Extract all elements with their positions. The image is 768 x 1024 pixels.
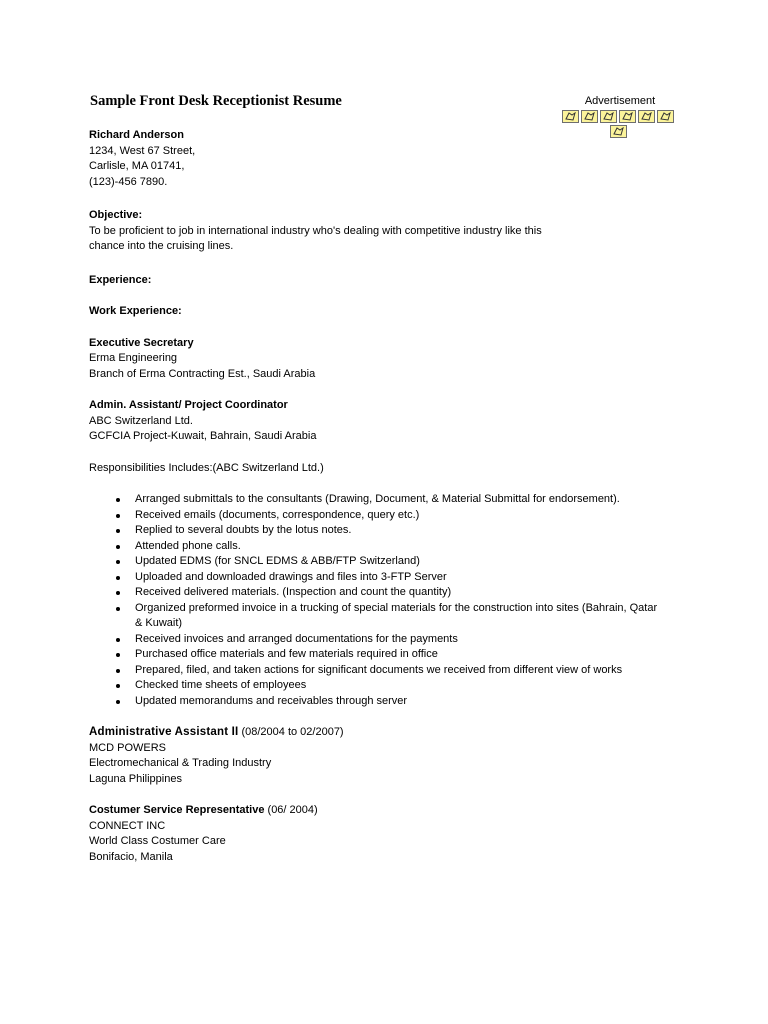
job-company: Erma Engineering xyxy=(89,352,178,364)
list-item: Organized preformed invoice in a trucking of special materials for the construction into sites (Bahrain, Qatar xyxy=(89,601,689,617)
list-item: Checked time sheets of employees xyxy=(89,678,689,694)
admin-assistant-dates: (08/2004 to 02/2007) xyxy=(238,726,344,738)
responsibilities-label: Responsibilities Includes:(ABC Switzerland Ltd.) xyxy=(89,461,324,474)
objective-text-line2: chance into the cruising lines. xyxy=(89,240,234,252)
job-company: ABC Switzerland Ltd. xyxy=(89,414,193,427)
responsibilities-list xyxy=(89,492,689,709)
broken-image-icon[interactable] xyxy=(638,110,655,123)
objective-text-line1: To be proficient to job in international industry who's dealing with competitive industry like this xyxy=(89,224,542,237)
admin-assistant-company: MCD POWERS xyxy=(89,741,166,754)
list-item: Attended phone calls. xyxy=(89,539,689,555)
customer-service-company: CONNECT INC xyxy=(89,819,166,832)
broken-image-icon[interactable] xyxy=(600,110,617,123)
contact-address-line2: Carlisle, MA 01741, xyxy=(89,160,185,172)
list-item: Updated memorandums and receivables through server xyxy=(89,694,689,710)
customer-service-dept: World Class Costumer Care xyxy=(89,835,226,847)
job-location: GCFCIA Project-Kuwait, Bahrain, Saudi Arabia xyxy=(89,430,317,442)
broken-image-icon[interactable] xyxy=(657,110,674,123)
contact-phone: (123)-456 7890. xyxy=(89,175,168,188)
work-experience-heading: Work Experience: xyxy=(89,305,182,317)
advertisement-label: Advertisement xyxy=(584,95,656,107)
admin-assistant-location: Laguna Philippines xyxy=(89,772,182,785)
list-item: Received emails (documents, correspondence, query etc.) xyxy=(89,508,689,524)
job-title: Executive Secretary xyxy=(89,336,194,349)
admin-assistant-heading xyxy=(89,725,689,741)
contact-name: Richard Anderson xyxy=(89,129,184,141)
list-item: Received invoices and arranged documentations for the payments xyxy=(89,632,689,648)
admin-assistant-industry: Electromechanical & Trading Industry xyxy=(89,757,272,769)
advertisement-icons-row xyxy=(560,110,678,123)
list-item: Replied to several doubts by the lotus notes. xyxy=(89,523,689,539)
customer-service-dates: (06/ 2004) xyxy=(264,804,318,816)
customer-service-heading xyxy=(89,803,689,819)
list-item: Purchased office materials and few materials required in office xyxy=(89,647,689,663)
list-item: Arranged submittals to the consultants (Drawing, Document, & Material Submittal for endorsement). xyxy=(89,492,689,508)
admin-assistant-title: Administrative Assistant II xyxy=(89,726,239,738)
customer-service-location: Bonifacio, Manila xyxy=(89,850,173,863)
job-title: Admin. Assistant/ Project Coordinator xyxy=(89,399,288,411)
page-title: Sample Front Desk Receptionist Resume xyxy=(90,93,342,109)
resume-content xyxy=(89,128,689,865)
list-item: Prepared, filed, and taken actions for significant documents we received from different view of works xyxy=(89,663,689,679)
broken-image-icon[interactable] xyxy=(619,110,636,123)
broken-image-icon[interactable] xyxy=(581,110,598,123)
list-item: Received delivered materials. (Inspection and count the quantity) xyxy=(89,585,689,601)
list-item: Updated EDMS (for SNCL EDMS & ABB/FTP Switzerland) xyxy=(89,554,689,570)
broken-image-icon[interactable] xyxy=(562,110,579,123)
list-item-continuation: & Kuwait) xyxy=(135,617,183,629)
contact-address-line1: 1234, West 67 Street, xyxy=(89,144,196,157)
list-item: Uploaded and downloaded drawings and files into 3-FTP Server xyxy=(89,570,689,586)
customer-service-title: Costumer Service Representative xyxy=(89,804,265,816)
job-location: Branch of Erma Contracting Est., Saudi Arabia xyxy=(89,367,316,380)
experience-heading: Experience: xyxy=(89,273,152,286)
objective-heading: Objective: xyxy=(89,209,143,221)
